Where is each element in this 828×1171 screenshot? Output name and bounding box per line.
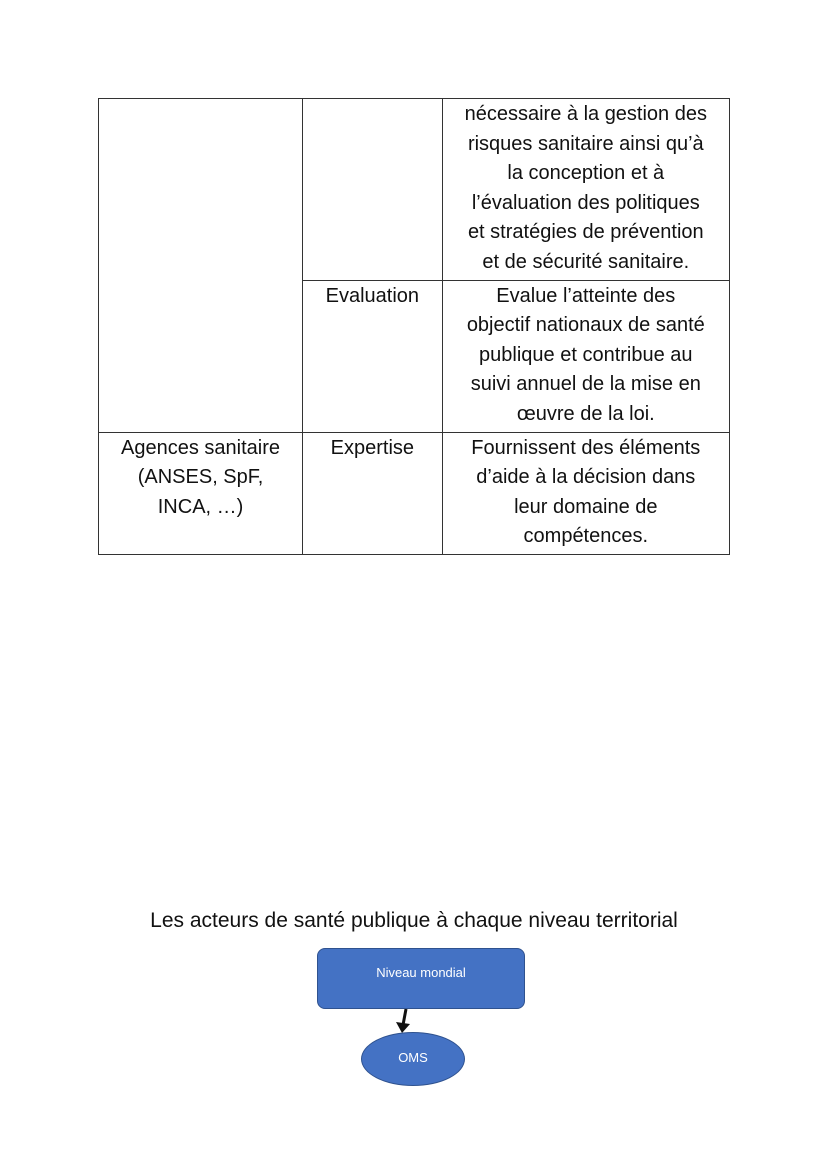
mission-text: Evaluation — [325, 284, 420, 307]
mission-cell — [303, 99, 443, 281]
mission-cell — [303, 432, 443, 554]
mission-cell — [303, 280, 443, 432]
mission-text: Expertise — [330, 436, 415, 459]
table-row — [99, 432, 730, 554]
actor-cell — [99, 432, 303, 554]
description-cell — [442, 99, 729, 281]
actor-cell — [99, 99, 303, 433]
actors-table — [98, 98, 730, 555]
description-cell — [442, 432, 729, 554]
description-cell — [442, 280, 729, 432]
node-actor-label: OMS — [398, 1050, 428, 1065]
diagram-arrow-line — [403, 1009, 406, 1025]
actor-text: Agences sanitaire (ANSES, SpF, INCA, …) — [121, 436, 281, 518]
section-title: Les acteurs de santé publique à chaque niveau territorial — [150, 909, 678, 932]
description-text: nécessaire à la gestion des risques sanitaire ainsi qu’à la conception et à l’évaluation des politiques et stratégies de prévention et de sécurité sanitaire. — [464, 103, 707, 273]
table-row — [99, 99, 730, 281]
description-text: Fournissent des éléments d’aide à la décision dans leur domaine de compétences. — [471, 436, 701, 548]
description-text: Evalue l’atteinte des objectif nationaux de santé publique et contribue au suivi annuel de la mise en œuvre de la loi. — [466, 284, 705, 425]
diagram-node-actor — [361, 1032, 465, 1086]
diagram-node-level — [317, 948, 525, 1009]
node-level-label: Niveau mondial — [376, 965, 466, 980]
